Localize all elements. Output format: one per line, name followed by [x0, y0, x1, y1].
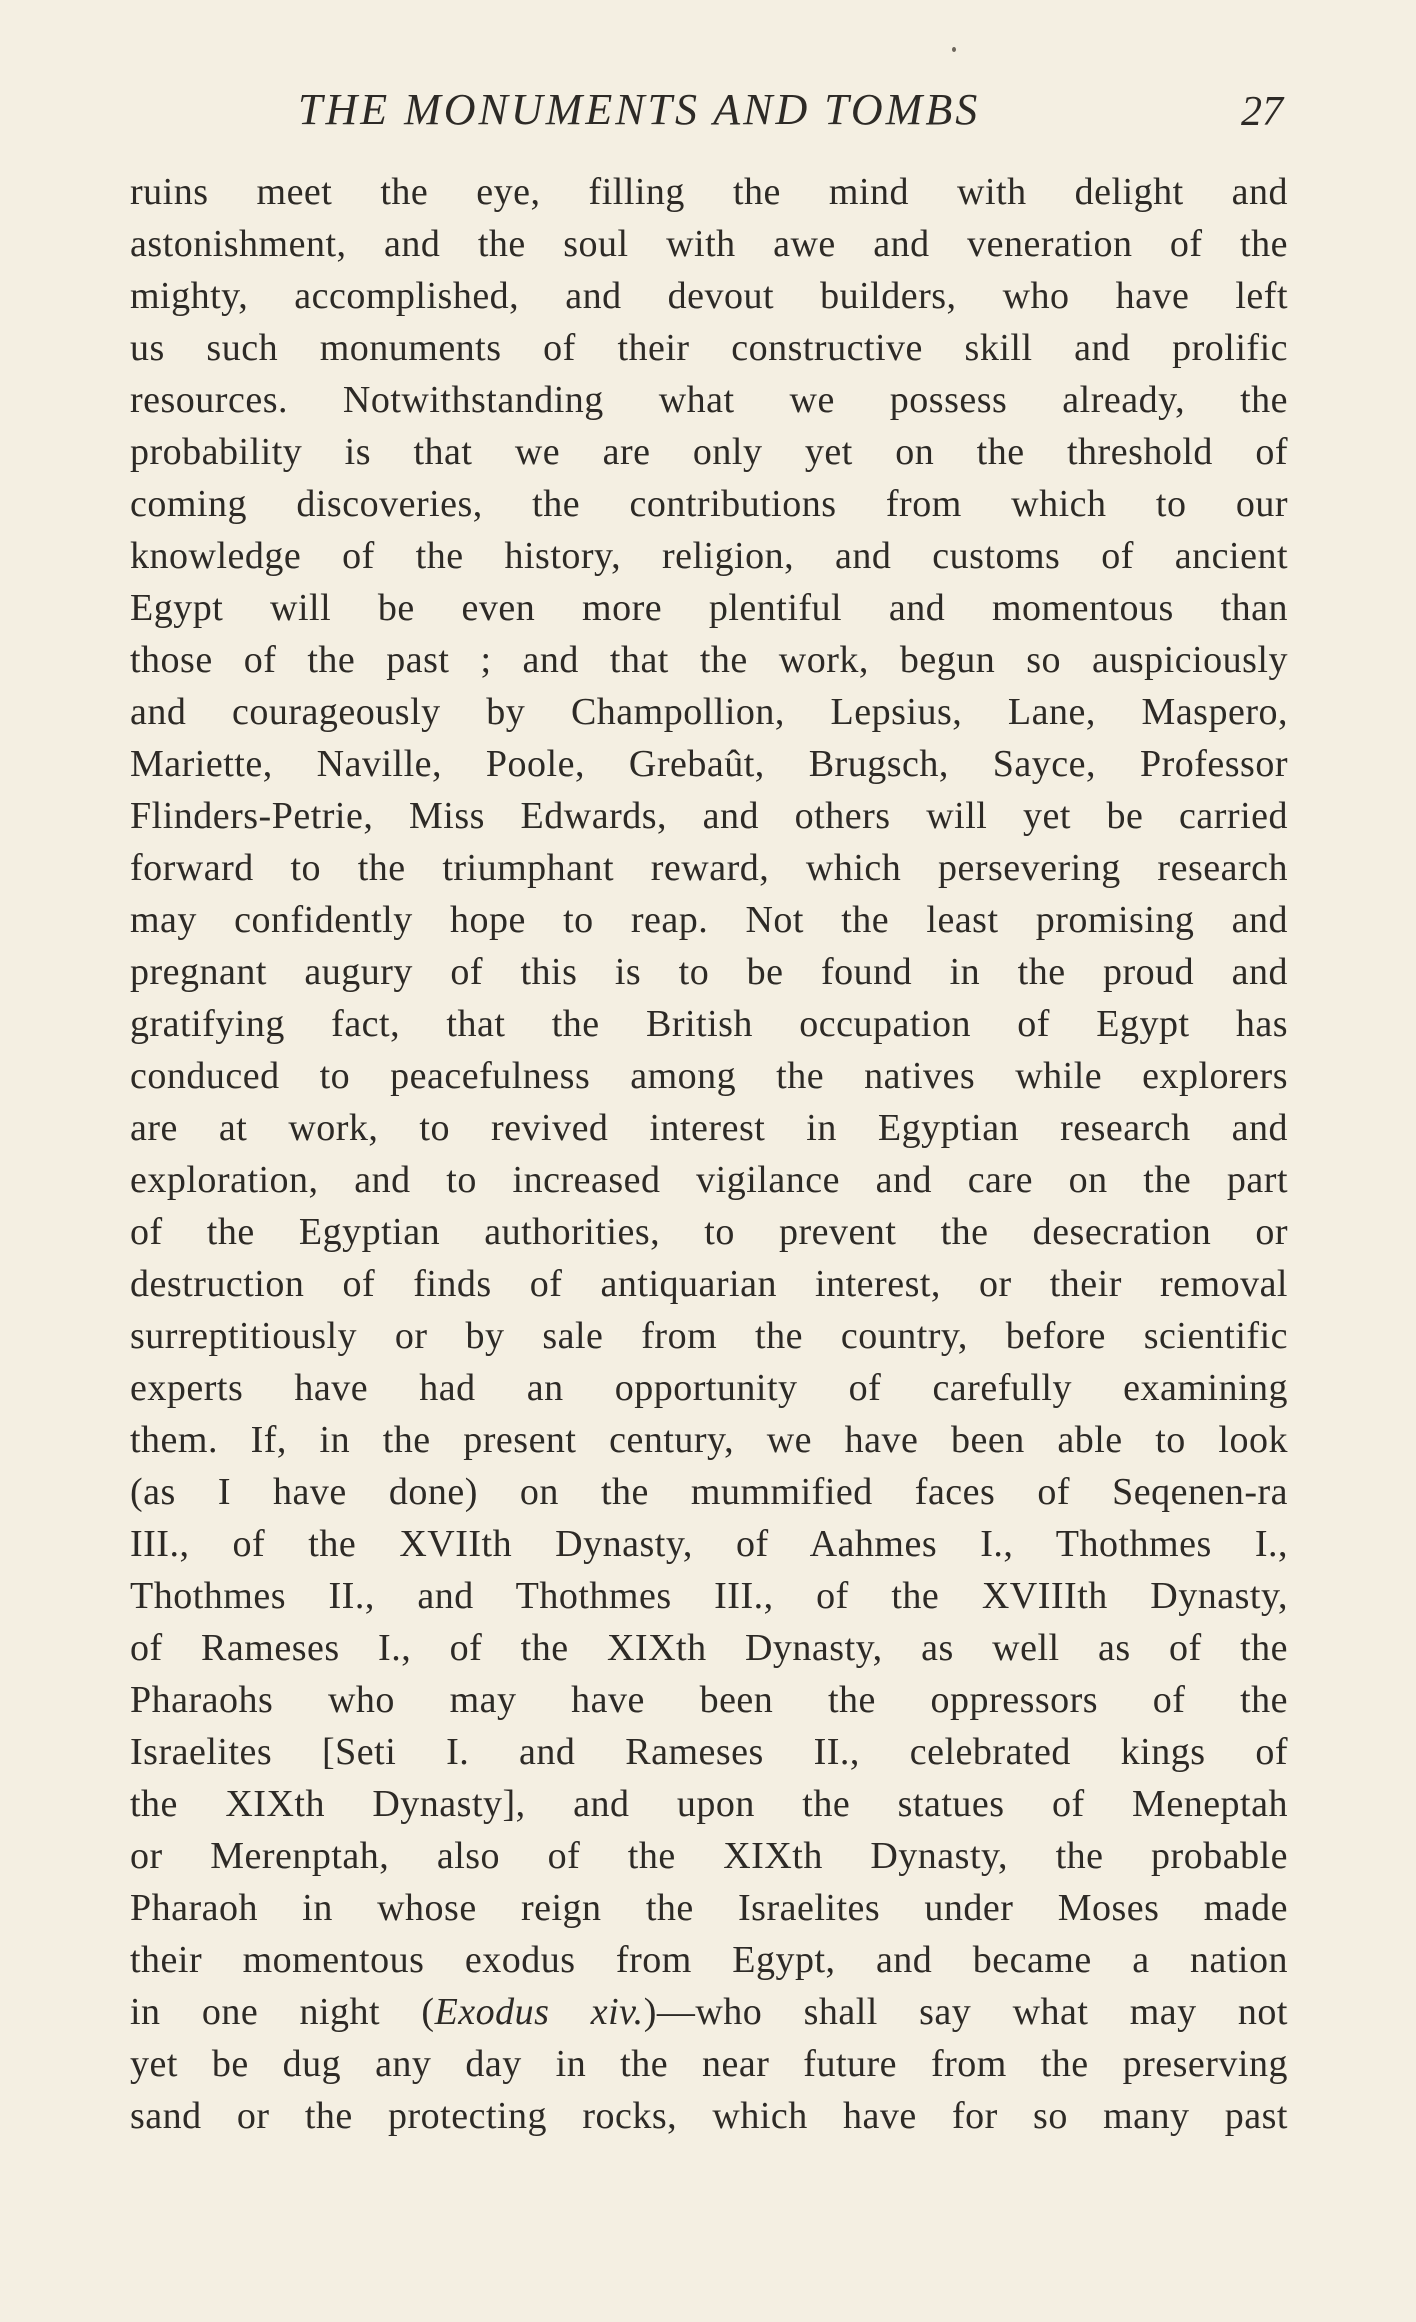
- line-text-after: )—who shall say what may not: [643, 1991, 1288, 2033]
- text-line: Thothmes II., and Thothmes III., of the XVIIIth Dynasty,: [130, 1575, 1288, 1617]
- text-line: yet be dug any day in the near future from the preserving: [130, 2043, 1288, 2085]
- text-line: experts have had an opportunity of carefully examining: [130, 1367, 1288, 1409]
- text-line: Israelites [Seti I. and Rameses II., celebrated kings of: [130, 1731, 1288, 1773]
- text-line: and courageously by Champollion, Lepsius, Lane, Maspero,: [130, 691, 1288, 733]
- text-line: probability is that we are only yet on the threshold of: [130, 431, 1288, 473]
- text-line: Egypt will be even more plentiful and momentous than: [130, 587, 1288, 629]
- text-line: Flinders-Petrie, Miss Edwards, and others will yet be carried: [130, 795, 1288, 837]
- text-line: Mariette, Naville, Poole, Grebaût, Brugsch, Sayce, Professor: [130, 743, 1288, 785]
- text-line: forward to the triumphant reward, which persevering research: [130, 847, 1288, 889]
- text-line: exploration, and to increased vigilance and care on the part: [130, 1159, 1288, 1201]
- text-line: their momentous exodus from Egypt, and became a nation: [130, 1939, 1288, 1981]
- text-line: those of the past ; and that the work, begun so auspiciously: [130, 639, 1288, 681]
- line-text-before: in one night (: [130, 1991, 435, 2033]
- text-line: gratifying fact, that the British occupation of Egypt has: [130, 1003, 1288, 1045]
- ink-speck: [952, 47, 956, 52]
- text-line: knowledge of the history, religion, and customs of ancient: [130, 535, 1288, 577]
- text-line-with-reference: [130, 1986, 1288, 2038]
- text-line: the XIXth Dynasty], and upon the statues of Meneptah: [130, 1783, 1288, 1825]
- text-line: of Rameses I., of the XIXth Dynasty, as well as of the: [130, 1627, 1288, 1669]
- text-line: them. If, in the present century, we have been able to look: [130, 1419, 1288, 1461]
- text-line: of the Egyptian authorities, to prevent the desecration or: [130, 1211, 1288, 1253]
- text-line: coming discoveries, the contributions from which to our: [130, 483, 1288, 525]
- text-line: resources. Notwithstanding what we possess already, the: [130, 379, 1288, 421]
- running-head: [0, 80, 1416, 140]
- text-line: ruins meet the eye, filling the mind with delight and: [130, 171, 1288, 213]
- text-line: Pharaohs who may have been the oppressors of the: [130, 1679, 1288, 1721]
- text-line: pregnant augury of this is to be found in the proud and: [130, 951, 1288, 993]
- body-paragraph: [130, 166, 1288, 2142]
- text-line: astonishment, and the soul with awe and veneration of the: [130, 223, 1288, 265]
- text-line: conduced to peacefulness among the natives while explorers: [130, 1055, 1288, 1097]
- text-line: (as I have done) on the mummified faces of Seqenen-ra: [130, 1471, 1288, 1513]
- text-line: may confidently hope to reap. Not the least promising and: [130, 899, 1288, 941]
- text-line: us such monuments of their constructive skill and prolific: [130, 327, 1288, 369]
- text-line: surreptitiously or by sale from the country, before scientific: [130, 1315, 1288, 1357]
- text-line: Pharaoh in whose reign the Israelites under Moses made: [130, 1887, 1288, 1929]
- page-number: 27: [1241, 89, 1283, 135]
- text-line: or Merenptah, also of the XIXth Dynasty, the probable: [130, 1835, 1288, 1877]
- text-line: sand or the protecting rocks, which have for so many past: [130, 2095, 1288, 2137]
- running-title: THE MONUMENTS AND TOMBS: [298, 85, 981, 134]
- text-line: mighty, accomplished, and devout builders, who have left: [130, 275, 1288, 317]
- text-line: are at work, to revived interest in Egyptian research and: [130, 1107, 1288, 1149]
- text-line: destruction of finds of antiquarian interest, or their removal: [130, 1263, 1288, 1305]
- scripture-reference: Exodus xiv.: [434, 1991, 644, 2033]
- text-line: III., of the XVIIth Dynasty, of Aahmes I., Thothmes I.,: [130, 1523, 1288, 1565]
